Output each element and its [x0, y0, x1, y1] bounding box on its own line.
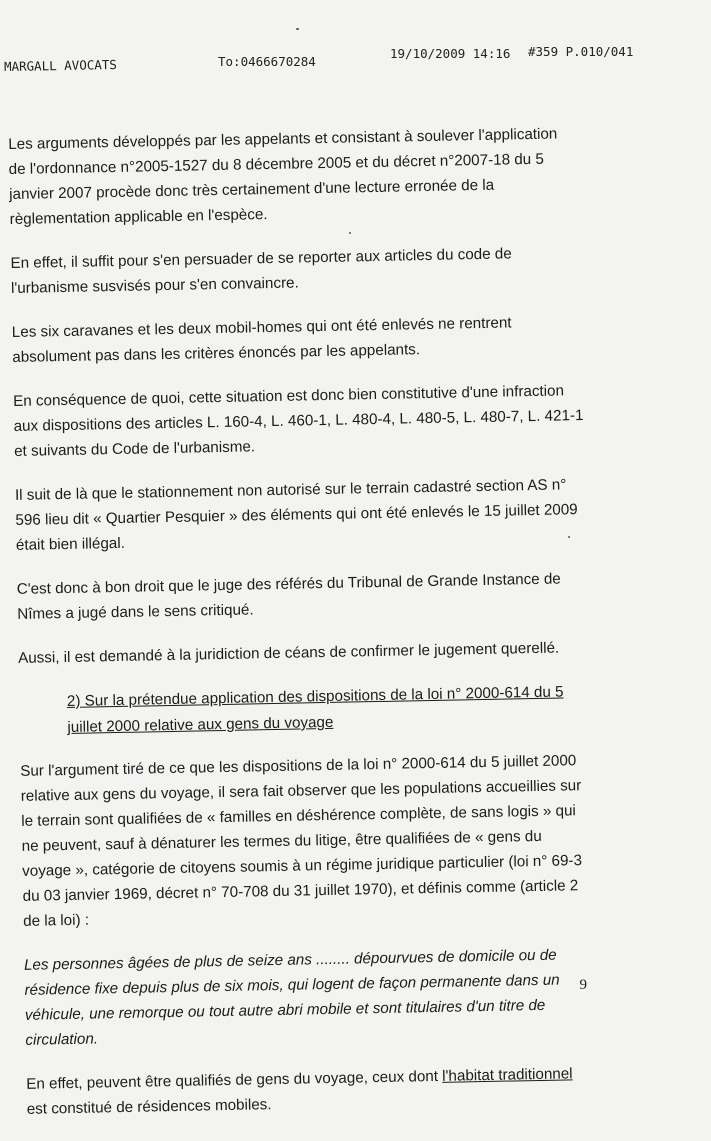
page-number: 9 [579, 977, 587, 993]
fax-recipient-number: To:0466670284 [218, 54, 316, 69]
final-text-start: En effet, peuvent être qualifiés de gens du voyage, ceux dont [26, 1067, 443, 1093]
final-paragraph [26, 1061, 597, 1122]
fax-page-ref: #359 P.010/041 [528, 44, 634, 59]
final-text-end: est constitué de résidences mobiles. [26, 1096, 272, 1118]
paragraph: Il suit de là que le stationnement non autorisé sur le terrain cadastré section AS n° 596 lieu dit « Quartier Pesquier » des éléments qui ont été enlevés le 15 juillet 2009 était bien illégal. [14, 476, 578, 554]
scan-speck [296, 28, 299, 30]
fax-datetime: 19/10/2009 14:16 [390, 46, 511, 61]
paragraph: En effet, il suffit pour s'en persuader de se reporter aux articles du code de l'urbanisme susvisés pour s'en convaincre. [10, 245, 512, 297]
paragraph: En conséquence de quoi, cette situation est donc bien constitutive d'une infraction aux dispositions des articles L. 160-4, L. 460-1, L. 480-4, L. 480-5, L. 480-7, L. 421-1 et suivants du Code de l'urbanisme. [13, 382, 584, 460]
law-quote: Les personnes âgées de plus de seize ans ........ dépourvues de domicile ou de résidence fixe depuis plus de six mois, qui logent de façon permanente dans un véhicule, une remorque ou tout autre abri mobile et sont titulaires d'un titre de circulation. [23, 946, 560, 1049]
scan-speck [568, 536, 570, 538]
scan-speck [349, 232, 351, 234]
underlined-term: l'habitat traditionnel [442, 1065, 573, 1085]
section-heading: 2) Sur la prétendue application des dispositions de la loi n° 2000-614 du 5 juillet 2000 relative aux gens du voyage [66, 683, 564, 736]
paragraph: C'est donc à bon droit que le juge des référés du Tribunal de Grande Instance de Nîmes a jugé dans le sens critiqué. [16, 570, 561, 623]
fax-header [0, 42, 711, 74]
paragraph: Les six caravanes et les deux mobil-homes qui ont été enlevés ne rentrent absolument pas dans les critères énoncés par les appelants. [11, 314, 512, 366]
paragraph: Les arguments développés par les appelants et consistant à soulever l'application de l'ordonnance n°2005-1527 du 8 décembre 2005 et du décret n°2007-18 du 5 janvier 2007 procède donc très certainement d'une lecture erronée de la règlementation applicable en l'espèce. [8, 125, 558, 228]
paragraph: Aussi, il est demandé à la juridiction de céans de confirmer le jugement querellé. [17, 639, 560, 667]
paragraph: Sur l'argument tiré de ce que les dispositions de la loi n° 2000-614 du 5 juillet 2000 relative aux gens du voyage, il sera fait observer que les populations accueillies sur le terrain sont qualifiées de « familles en déshérence complète, de sans logis » qui ne peuvent, sauf à dénaturer les termes du litige, être qualifiées de « gens du voyage », catégorie de citoyens soumis à un régime juridique particulier (loi n° 69-3 du 03 janvier 1969, décret n° 70-708 du 31 juillet 1970), et définis comme (article 2 de la loi) : [20, 752, 583, 930]
fax-sender: MARGALL AVOCATS [3, 57, 118, 74]
document-body [8, 121, 597, 1141]
